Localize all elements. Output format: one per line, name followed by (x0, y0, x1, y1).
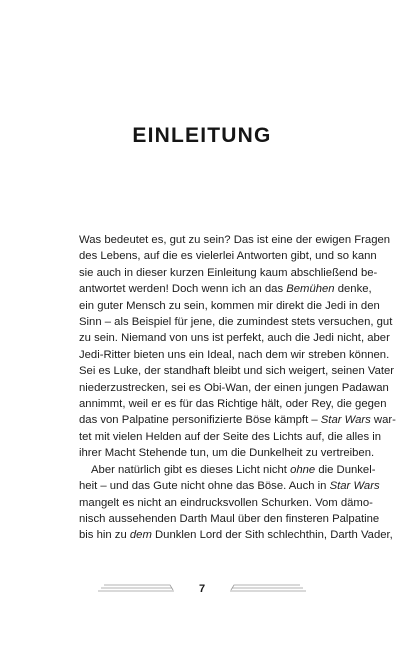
text-segment: Aber natürlich gibt es dieses Licht nicht (91, 463, 291, 476)
text-line (79, 462, 376, 478)
text-segment: Sinn – als Beispiel für jene, die zumindest stets versuchen, gut (79, 316, 393, 329)
text-segment: war- (370, 414, 396, 427)
text-line (79, 527, 393, 543)
text-segment: Dunklen Lord der Sith schlechthin, Darth Vader, (151, 529, 393, 542)
text-line (79, 314, 393, 330)
emphasized-text: ohne (290, 463, 316, 476)
text-line (79, 347, 390, 363)
text-segment: ihrer Macht Stehende tun, um die Dunkelheit zu vertreiben. (79, 447, 375, 460)
text-segment: Sei es Luke, der standhaft bleibt und sich weigert, seinen Vater (79, 365, 395, 378)
emphasized-text: Star Wars (320, 414, 371, 427)
text-line (79, 265, 378, 281)
text-segment: tet mit vielen Helden auf der Seite des Lichts auf, die alles in (79, 430, 382, 443)
text-line (79, 248, 377, 264)
paragraph (79, 232, 396, 462)
text-line (79, 232, 391, 248)
text-segment: nisch aussehenden Darth Maul über den finsteren Palpatine (79, 512, 380, 525)
text-line (79, 281, 372, 297)
text-line (79, 380, 389, 396)
text-segment: niederzustrecken, sei es Obi-Wan, der einen jungen Padawan (79, 381, 389, 394)
text-segment: heit – und das Gute nicht ohne das Böse. Auch in (79, 480, 330, 493)
text-line (79, 495, 373, 511)
text-line (79, 330, 390, 346)
text-segment: Was bedeutet es, gut zu sein? Das ist eine der ewigen Fragen (79, 234, 391, 246)
text-line (79, 445, 375, 461)
text-line (79, 429, 382, 445)
emphasized-text: Star Wars (329, 480, 380, 493)
paragraph (79, 462, 393, 544)
text-segment: denke, (334, 283, 372, 296)
body-text (79, 232, 396, 544)
page-number: 7 (198, 583, 206, 595)
text-segment: sie auch in dieser kurzen Einleitung kaum abschließend be- (79, 266, 378, 279)
text-segment: zu sein. Niemand von uns ist perfekt, auch die Jedi nicht, aber (79, 332, 390, 345)
text-segment: Jedi-Ritter bieten uns ein Ideal, nach dem wir streben können. (79, 348, 390, 361)
text-line (79, 298, 380, 314)
emphasized-text: dem (129, 529, 152, 542)
text-line (79, 396, 387, 412)
text-segment: antwortet werden! Doch wenn ich an das (79, 283, 287, 296)
text-segment: das von Palpatine personifizierte Böse kämpft – (79, 414, 321, 427)
chapter-title: EINLEITUNG (132, 124, 272, 147)
text-segment: bis hin zu (79, 529, 130, 542)
text-segment: mangelt es nicht an eindrucksvollen Schurken. Vom dämo- (79, 496, 373, 509)
text-segment: ein guter Mensch zu sein, kommen mir direkt die Jedi in den (79, 299, 380, 312)
text-line (79, 478, 380, 494)
text-segment: die Dunkel- (315, 463, 376, 476)
text-line (79, 363, 395, 379)
text-line (79, 511, 380, 527)
emphasized-text: Bemühen (286, 283, 335, 296)
text-line (79, 412, 396, 428)
text-segment: annimmt, weil er es für das Richtige hält, oder Rey, die gegen (79, 398, 387, 411)
text-segment: des Lebens, auf die es vielerlei Antworten gibt, und so kann (79, 250, 377, 263)
